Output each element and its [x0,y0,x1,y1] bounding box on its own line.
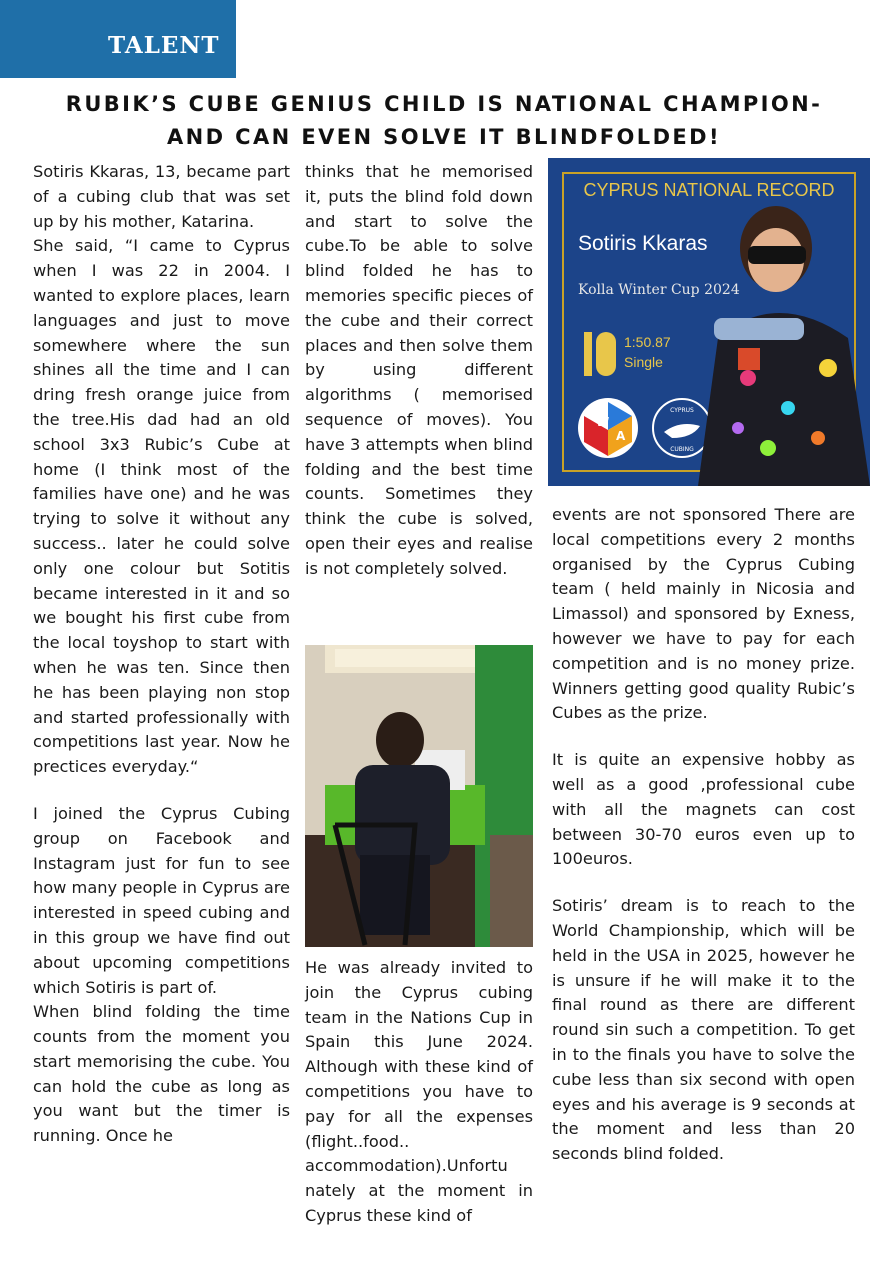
paragraph: I joined the Cyprus Cubing group on Facebook and Instagram just for fun to see how many people in Cyprus are interested in speed cubing and in this group we have find out about upcoming competitions which Sotiris is part of. [33,803,290,997]
svg-text:CUBING: CUBING [670,446,694,453]
headline-line-1: RUBIK’S CUBE GENIUS CHILD IS NATIONAL CHAMPION- [65,92,823,116]
competition-scene-image [305,645,533,947]
svg-text:CYPRUS: CYPRUS [670,407,694,414]
svg-text:W: W [596,415,610,429]
headline-line-2: AND CAN EVEN SOLVE IT BLINDFOLDED! [167,125,721,149]
cubing-competition-photo [305,645,533,947]
article-column-1 [33,160,290,1149]
champion-portrait-image [678,198,870,486]
record-title: CYPRUS NATIONAL RECORD [583,180,835,200]
paragraph: He was already invited to join the Cyprus cubing team in the Nations Cup in Spain this June 2024. Although with these kind of competitions you have to pay for all the expenses (flight..food.. accommodation).Unfortu nately at the moment in Cyprus these kind of [305,958,533,1225]
paragraph: She said, “I came to Cyprus when I was 22 in 2004. I wanted to explore places, learn languages and just to move somewhere where the sun shines all the time and I can dring fresh orange juice from the tree.His dad had an old school 3x3 Rubic’s Cube at home (I think most of the families have one) and he was trying to solve it without any success.. later he could solve only one colour but Sotitis became interested in it and so we bought his first cube from the local toyshop to start with when he was ten. Since then he has been playing non stop and started professionally with competitions last year. Now he prectices everyday.“ [33,236,290,777]
record-time: 1:50.87 [624,334,671,350]
record-type: Single [624,354,663,370]
paragraph: Sotiris’ dream is to reach to the World Championship, which will be held in the USA in 2025, however he is unsure if he will make it to the final round as there are different round sin such a competition. To get in to the finals you have to solve the cube less than six second with open eyes and his average is 9 seconds at the moment and less than 20 seconds blind folded. [552,896,855,1164]
record-name: Sotiris Kkaras [578,232,708,255]
record-event: Kolla Winter Cup 2024 [578,282,740,298]
headline [20,88,868,154]
paragraph: When blind folding the time counts from the moment you start memorising the cube. You can hold the cube as long as you want but the timer is running. Once he [33,1002,290,1146]
paragraph: thinks that he memorised it, puts the blind fold down and start to solve the cube.To be able to solve blind folded he has to memories specific pieces of the cube and their correct places and then solve them by using different algorithms ( memorised sequence of moves). You have 3 attempts when blind folding and the best time counts. Sometimes they think the cube is solved, open their eyes and realise is not completely solved. [305,162,533,578]
svg-text:A: A [616,429,626,443]
section-tag-label: TALENT [108,32,220,59]
paragraph: Sotiris Kkaras, 13, became part of a cubing club that was set up by his mother, Katarina. [33,162,290,231]
wca-logo-icon [576,396,640,460]
article-column-3 [552,503,855,1167]
timer-icon [582,332,618,376]
section-tag [0,0,236,78]
article-column-2-bottom [305,956,533,1229]
paragraph: It is quite an expensive hobby as well as a good ,professional cube with all the magnets can cost between 30-70 euros even up to 100euros. [552,750,855,869]
article-column-2-top [305,160,533,582]
national-record-card [548,158,870,486]
paragraph: events are not sponsored There are local competitions every 2 months organised by the Cyprus Cubing team ( held mainly in Nicosia and Limassol) and sponsored by Exness, however we have to pay for each competition and is no money prize. Winners getting good quality Rubic’s Cubes as the prize. [552,505,855,723]
